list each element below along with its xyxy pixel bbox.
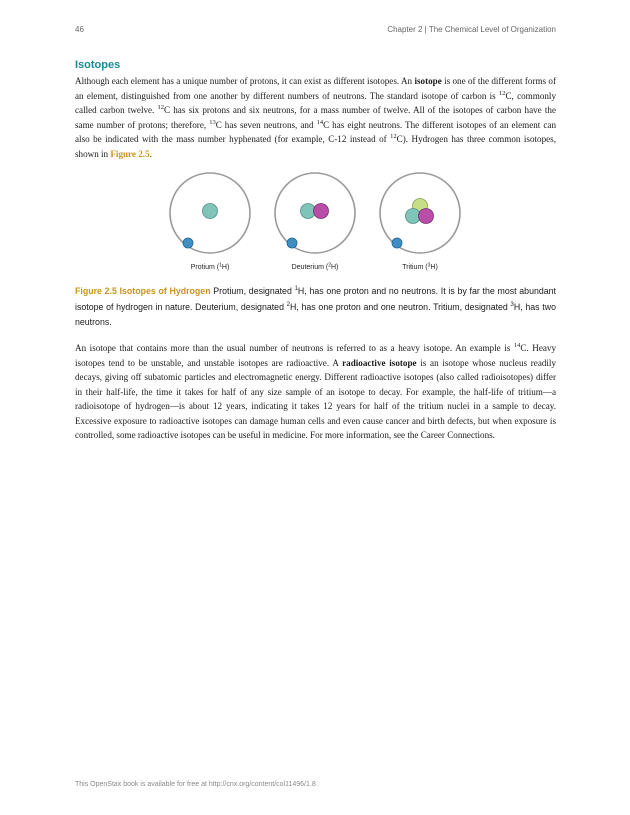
text-run: C has seven neutrons, and	[215, 119, 317, 130]
page-number: 46	[75, 25, 84, 34]
page-footer: This OpenStax book is available for free at http://cnx.org/content/col11496/1.8	[75, 781, 316, 788]
superscript: 12	[498, 89, 506, 97]
text-run: C has six protons and six neutrons, for a mass number of twelve. All of the isotopes of carbon have the same number of protons; therefore,	[75, 105, 556, 130]
term-isotope: isotope	[414, 76, 442, 86]
superscript: 12	[157, 104, 165, 111]
figure-hydrogen-isotopes	[165, 168, 465, 273]
text-run: An isotope that contains more than the usual number of neutrons is referred to as a heavy isotope. An example is	[75, 343, 514, 353]
text-run: Protium, designated	[210, 286, 295, 296]
body-paragraph-isotopes	[75, 74, 556, 161]
electron	[183, 238, 193, 248]
running-head: Chapter 2 | The Chemical Level of Organization	[387, 25, 556, 34]
neutron	[314, 204, 329, 219]
superscript: 1	[294, 286, 298, 292]
isotope-label: Deuterium ($^2$H)	[291, 262, 339, 271]
section-heading: Isotopes	[75, 59, 121, 71]
isotope-label: Tritium ($^3$H)	[402, 262, 438, 271]
superscript: 14	[513, 342, 521, 349]
atom-tritium	[380, 173, 460, 271]
superscript: 2	[286, 301, 291, 308]
text-run: H, has two neutrons.	[75, 301, 556, 327]
isotope-label: Protium ($^1$H)	[190, 262, 230, 271]
body-paragraph-radioactive	[75, 341, 556, 443]
superscript: 12	[390, 133, 397, 140]
text-run: H, has one proton and no neutrons. It is by far the most abundant isotope of hydrogen in nature. Deuterium, designated	[75, 286, 556, 312]
text-run: C, commonly called carbon twelve.	[75, 90, 556, 115]
text-run: Although each element has a unique number of protons, it can exist as different isotopes. An	[75, 76, 415, 86]
text-run: .	[149, 148, 152, 159]
text-run: C has eight neutrons. The different isotopes of an element can also be indicated with the mass number hyphenated (for example, C-12 instead of	[75, 119, 556, 144]
neutron	[419, 209, 434, 224]
atom-protium	[170, 173, 250, 271]
superscript: 3	[510, 301, 514, 308]
text-run: C. Heavy isotopes tend to be unstable, and unstable isotopes are radioactive. A	[75, 343, 556, 368]
figure-link[interactable]: Figure 2.5	[110, 148, 150, 159]
electron	[287, 238, 297, 248]
figure-caption	[75, 284, 556, 331]
superscript: 14	[316, 118, 324, 126]
proton	[203, 204, 218, 219]
superscript: 13	[209, 118, 216, 126]
atom-deuterium	[275, 173, 355, 271]
term-radioactive-isotope: radioactive isotope	[342, 357, 417, 368]
text-run: H, has one proton and one neutron. Tritium, designated	[290, 301, 511, 312]
electron	[392, 238, 402, 248]
text-run: is an isotope whose nucleus readily decays, giving off subatomic particles and electromagnetic energy. Different radioactive isotopes (also called radioisotopes) differ in their half-life, the time it takes for half of any size sample of an isotope to decay. For example, the half-life of tritium—a radioisotope of hydrogen—is about 12 years, indicating it takes 12 years for half of the tritium nuclei in a sample to decay. Excessive exposure to radioactive isotopes can damage human cells and even cause cancer and birth defects, but when exposure is controlled, some radioactive isotopes can be useful in medicine. For more information, see the Career Connections.	[75, 357, 556, 440]
text-run: is one of the different forms of an element, distinguished from one another by different numbers of neutrons. The standard isotope of carbon is	[75, 76, 556, 101]
isotope-diagram	[165, 168, 465, 273]
caption-label: Figure 2.5 Isotopes of Hydrogen	[75, 286, 211, 296]
text-run: C). Hydrogen has three common isotopes, shown in	[75, 134, 556, 159]
